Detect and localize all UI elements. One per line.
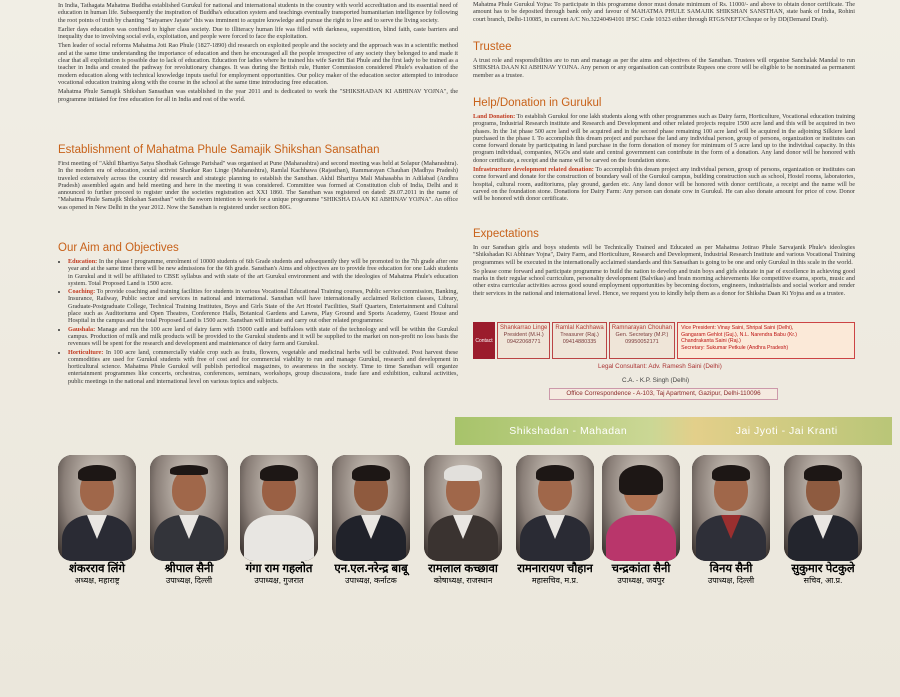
office-bearer-card (240, 455, 318, 585)
person-name: रामनारायण चौहान (517, 563, 593, 575)
aims-item-text: In the phase I programme, enrolment of 10000 students of 6th Grade students and subsequently they will be promoted to the 7th grade after one year and at the same time there will be new admissions for the 6th grade. Sansthan's Aims and objectives are to provide free education for one Lakh students in Gurukul and it will be affiliated to CBSE syllabus and with state of the art Gurukul environment and with the ideologies of Mahatma Phule's education system. Total Proposed Land is 1500 acre. (68, 258, 458, 287)
aims-item-text: Manage and run the 100 acre land of dairy farm with 15000 cattle and buffaloes with state of the technology and will be within the Gurukul campus. Production of milk and milk products will be provided to the Gurukul students and it will be supplied to the market on non-profit no loss basis the revenues will be spent for the research and development and maintenance of dairy farm and Gurukul. (68, 325, 458, 348)
aims-item (68, 288, 458, 324)
office-bearer-card (424, 455, 502, 585)
aims-item (68, 258, 458, 287)
contact-name: Ramnarayan Chouhan (611, 325, 673, 331)
aims-item (68, 326, 458, 348)
infrastructure-label: Infrastructure development related donation: (473, 166, 594, 174)
office-bearers-line: Secretary: Sukumar Petkule (Andhra Pradesh) (681, 344, 789, 351)
slogan-text: Jai Jyoti - Jai Kranti (735, 425, 838, 437)
person-name: शंकरराव लिंगे (69, 563, 125, 575)
gurukul-yojna-paragraph: Mahatma Phule Gurukul Yojna: To participate in this programme donor must donate minimum of Rs. 11000/- and above to obtain donor certificate. The amount has to be deposited through bank only and favour of MAHATMA PHULE SAMAJIK SHIKSHAN SANSTHAN, state bank of India, Rohini court branch, Delhi-110085, in current A/C No.32240494101 IFSC Code 10323 either through RTGS/NEFT/Cheque or by DD(Demand Draft). (473, 1, 855, 23)
portrait-photo (332, 455, 410, 561)
legal-consultant: Legal Consultant: Adv. Ramesh Saini (Delhi) (598, 363, 722, 370)
office-bearer-card (692, 455, 770, 585)
office-bearer-card (58, 455, 136, 585)
aims-heading: Our Aim and Objectives (58, 242, 179, 254)
land-donation-label: Land Donation: (473, 113, 516, 120)
contact-role: President (M.H.) (503, 332, 544, 338)
slogan-text: Shikshadan - Mahadan (509, 425, 628, 437)
portrait-photo (692, 455, 770, 561)
land-donation-text: To establish Gurukul for one lakh students along with other programmes such as Dairy farm, Horticulture, Vocational education training programs, Industrial Research institute and Research and Development and other related projects require 1500 acre land and this will be acquired in two phases. In the 1st phase 500 acre land will be acquired and in the second phase remaining 100 acre land will be acquired in the adjoining Silkiere land purchased in the phase I. To accomplish this dream project and purchase the land any individual person, group of persons, organization or institutes can come forward donate by participating in land purchase in the form donation of money for minimum of 5 acre land up to the individual capacity. In this program individual, companies, NGOs and state and central government can contribute in the form of a donation. Any land donor will be honored with donor certificate, a receipt and the name will be carved on the foundation stone. (473, 113, 855, 164)
aims-section (58, 241, 458, 386)
person-role: अध्यक्ष, महाराष्ट्र (74, 576, 120, 585)
portrait-photo (150, 455, 228, 561)
person-role: कोषाध्यक्ष, राजस्थान (433, 576, 493, 585)
intro-paragraph: Mahatma Phule Samajik Shikshan Sansathan was established in the year 2011 and is dedicated to work the "SHIKSHADAN KI ABHINAV YOJNA", the programme initiated for free education for all in India and rest of the world. (58, 88, 458, 103)
office-bearers-line: Chandrakanta Saini (Raj.) (681, 338, 741, 345)
intro-paragraph: Then leader of social reforms Mahatma Joti Rao Phule (1827-1890) did research on exploited people and the society and the approach was in a scientific method and at the same time understanding the importance of education and then he encouraged all the people irrespective of any society they belonged to and made it clear that all exploitation is possible due to lack of education. Education for ladies where he trained his wife Savitri Bai Phule and the first lady to be trained as a teacher in India and created the pathway for revolutionary changes. It was during the British rule, Hunter Commission considered Phule's evaluation of the modern education along with technical knowledge inputs useful for employment opportunities. Our policy maker of the education sector attempted to introduce vocational education training along with the course in the school at the same time introducing free education. (58, 42, 458, 86)
person-role: उपाध्यक्ष, कर्नाटक (345, 576, 397, 585)
office-bearer-card (332, 455, 410, 585)
portrait-photo (240, 455, 318, 561)
person-name: श्रीपाल सैनी (164, 563, 214, 575)
portrait-row (58, 455, 888, 585)
land-donation-paragraph (473, 113, 855, 164)
contact-phone: 09950052171 (625, 339, 659, 345)
aims-item-label: Education: (68, 258, 98, 265)
person-role: उपाध्यक्ष, दिल्ली (165, 576, 213, 585)
office-bearers-box (677, 322, 855, 359)
expectations-section (473, 227, 855, 299)
office-bearer-card (150, 455, 228, 585)
contact-role: Treasurer (Raj.) (560, 332, 599, 338)
portrait-photo (602, 455, 680, 561)
infrastructure-paragraph (473, 166, 855, 202)
chartered-accountant: C.A. - K.P. Singh (Delhi) (622, 377, 690, 384)
intro-paragraph: Earlier days education was confined to higher class society. Due to illiteracy human life was filled with darkness, superstition, blind faith, caste barriers and inequality due to involving social evils, exploitation, and people were forced to face the exploitation. (58, 25, 458, 41)
contact-tag: Contact (473, 322, 495, 359)
aims-list (58, 258, 458, 385)
contact-phone: 09414880335 (562, 339, 597, 345)
office-bearer-card (516, 455, 594, 585)
contact-phone: 09422068771 (506, 339, 541, 345)
help-section (473, 96, 855, 205)
expectations-paragraph: So please come forward and participate programme to build the nation to develop and train boys and girls educate in par of excellence in achieving good marks in their regular school curriculum, personality development (Balvikas) and brain morning achievements like competitive exams, sports, music and other extra curricular activities across good sound employment opportunities by becoming doctors, engineers, industrialists and social worker and render their services in the national and international level. Hence, we request you to kindly help them as a donor for Shiksha Daan Ki Yojna and as a trustee. (473, 267, 855, 297)
contact-name: Ramlal Kachhawa (555, 325, 604, 331)
person-role: महासचिव, म.प्र. (531, 576, 579, 585)
person-role: उपाध्यक्ष, गुजरात (254, 576, 304, 585)
contact-name: Shankarrao Linge (500, 325, 548, 331)
portrait-photo (424, 455, 502, 561)
aims-item (68, 349, 458, 385)
contact-block (473, 322, 855, 359)
contact-card (609, 322, 675, 359)
person-name: गंगा राम गहलोत (245, 563, 313, 575)
portrait-photo (784, 455, 862, 561)
right-top-section (473, 1, 855, 25)
help-heading: Help/Donation in Gurukul (473, 97, 602, 109)
trustee-heading: Trustee (473, 41, 512, 53)
office-bearer-card (784, 455, 862, 585)
person-role: उपाध्यक्ष, दिल्ली (707, 576, 755, 585)
contact-card (552, 322, 606, 359)
expectations-heading: Expectations (473, 228, 539, 240)
infrastructure-text: To accomplish this dream project any individual person, group of persons, organization or institutes can come forward and donate for the construction of boundary wall of the Gurukul campus, building construction such as school, Hostel rooms, laboratories, hospital, cultural room, auditoriums, play ground, garden etc. Any land donor will be honored with donor certificate, a receipt and the name will be carved on the foundation stone. Donations for Dairy Farm: Any person can donate cow in Gurukul. He can also donate amount for price of cow. Donor will be honored with donor certificate. (473, 166, 856, 203)
person-name: विनय सैनी (709, 563, 753, 575)
slogan-banner (455, 417, 892, 445)
contact-card (497, 322, 550, 359)
contact-role: Gen. Secretary (M.P.) (615, 332, 669, 338)
intro-paragraph: In India, Tathagata Mahatma Buddha established Gurukul for national and international students in the country with world accreditation and its essential need of education in human life. Subsequently the inspiration of Buddha's education system and teachings eventually transported humanitarian intelligence by following the root points of truth by chanting "Satyamev Jayate" this was imminent to acquire knowledge and pursue the right to live and to serve the living society. (58, 2, 458, 24)
office-correspondence: Office Correspondence - A-103, Taj Apartment, Gazipur, Delhi-110096 (549, 388, 778, 400)
establishment-section (58, 143, 458, 213)
person-name: एन.एल.नरेन्द्र बाबू (334, 563, 408, 575)
person-role: उपाध्यक्ष, जयपुर (617, 576, 665, 585)
aims-item-label: Coaching: (68, 288, 96, 296)
aims-item-text: In 100 acre land, commercially viable crop such as fruits, flowers, vegetable and medicinal herbs will be cultivated. Post harvest these commodities are used for Gurukul students with free of cost and for commercial viability to run and manage Gurukul, research and development in horticultural science. Mahatma Phule Gurukul will publish periodical magazines, to awareness in the society. Time to time Sansthan will organize entertainment programmes like concerts, orchestras, conferences, seminars, workshops, group discussions, trade fare and exhibition, cultural activities, public meetings in the national and international level on various topics and subjects. (68, 348, 458, 385)
trustee-section (473, 40, 855, 81)
person-name: सुकुमार पेटकुले (791, 563, 855, 575)
expectations-paragraph: In our Sansthan girls and boys students will be Technically Trained and Educated as per Mahatma Jotirao Phule Sarvajanik Phule's ideologies "Shikshadan Ki Abhinav Yojna", Dairy Farm, and Horticulture, Research and Development, Industrial Research Institute and various Vocational Training programmes will be executed in the internationally acclaimed standards and this Sansathan is going to be one and only Gurukul in this scale in the world. (473, 244, 855, 266)
portrait-photo (516, 455, 594, 561)
establishment-heading: Establishment of Mahatma Phule Samajik Shikshan Sansathan (58, 144, 380, 156)
office-bearer-card (602, 455, 680, 585)
person-role: सचिव, आ.प्र. (803, 576, 843, 585)
person-name: रामलाल कच्छावा (428, 563, 498, 575)
aims-item-text: To provide coaching and training facilities for students in various Vocational Educational Training courses, Public service commission, Banking, Insurance, Railway, Public sector and services in national and international. Sansthan will have internationally acclaimed Reliction classes, Library, Graduate-Postgraduate College, Technical Training Institutes, Boys and Girls State of the Art Hostel Facilities, Staff Quarters, Entertainment and Cultural place such as Auditoriums and Open Theatres, Conference Halls, Botanical Gardens and Lawns, Play Ground and Sports Academy, Guest House and Hospital in the campus and the total Proposed Land is 1500 acre. Sansthan will initiate and carry out other related programmes: (68, 288, 458, 325)
portrait-photo (58, 455, 136, 561)
office-bearers-line: Gangaram Gehlot (Guj.), N.L. Narendra Babu (Kr.) (681, 331, 798, 338)
aims-item-label: Gaushala: (68, 325, 96, 333)
left-column (58, 2, 458, 105)
trustee-paragraph: A trust role and responsibilities are to run and manage as per the aims and objectives of the Sansthan. Trustees will organise Sanchalak Mandal to run SHIKSHA DAAN KI ABHINAV YOJNA. Any person or any organisation can contribute Rupees one crore will be eligible to be nominated as permanent member as a trustee. (473, 57, 855, 79)
office-bearers-line: Vice President: Vinay Saini, Shripal Saini (Delhi), (681, 325, 794, 331)
establishment-paragraph: First meeting of "Akhil Bhartiya Satya Shodhak Gehrage Parishad" was organised at Pune (Maharashtra) and second meeting was held at Solapur (Maharashtra). In the modern era of education, social activist Shankar Rao Linge (Maharashtra), Ramlal Kachhawa (Rajasthan), Rammarayan Chauhan (Madhya Pradesh) traveled extensively across the country did research and strategic planning to establish the Sansthan. Akhil Bhartiya Mali Mahasabha in Adilabad (Andhra Pradesh) assembled again and held meeting and here in the meeting it was considered. Committee was formed at Constitution club of India, Delhi and it announced to further proceed to register under the societies registration act XXI 1860. The Sansthan was registered on dated: 29.07.2011 in the name of "Mahatma Phule Samajik Shikshan Sansthan" with the sworn intention to work for a unique programme "SHIKSHA DAAN KI ABHINAV YOJNA". An office was opened in New Delhi in the year 2012. Now the Sansthan is registered under section 80G. (58, 160, 458, 211)
person-name: चन्द्रकांता सैनी (611, 563, 671, 575)
aims-item-label: Horticulture: (68, 348, 104, 356)
